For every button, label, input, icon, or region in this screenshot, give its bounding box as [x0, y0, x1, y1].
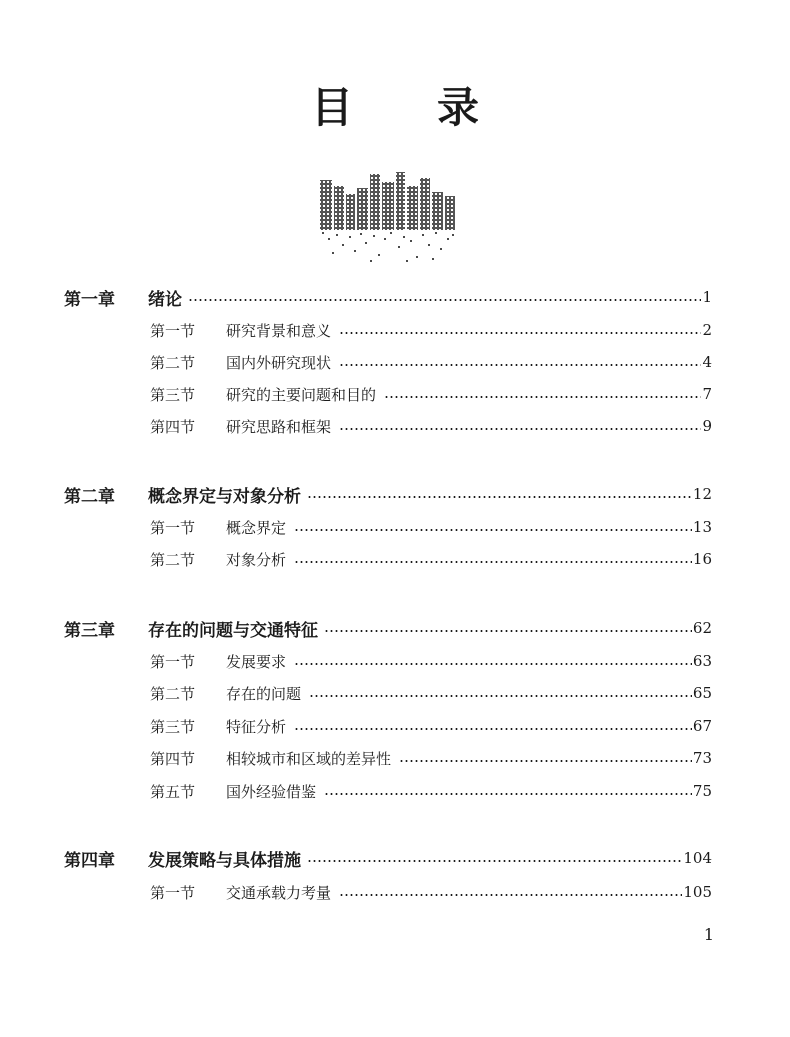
dot-leader	[399, 760, 692, 762]
toc-section-row[interactable]	[150, 349, 712, 375]
chapter-label: 第二章	[64, 486, 115, 507]
toc-chapter-row[interactable]	[64, 481, 712, 507]
dot-leader	[294, 663, 692, 665]
page-ref: 104	[683, 849, 712, 867]
dot-leader	[294, 728, 692, 730]
toc-section-row[interactable]	[150, 317, 712, 343]
section-title: 特征分析	[226, 717, 287, 736]
chapter-title: 绪论	[148, 289, 182, 310]
chapter-title: 发展策略与具体措施	[148, 850, 301, 871]
chapter-label: 第一章	[64, 289, 115, 310]
section-title: 发展要求	[226, 652, 287, 671]
toc-chapter-row[interactable]	[64, 284, 712, 310]
page-ref: 12	[692, 485, 712, 503]
section-title: 交通承载力考量	[226, 883, 332, 902]
dot-leader	[324, 793, 692, 795]
page-ref: 7	[702, 385, 712, 403]
page-ref: 73	[692, 749, 712, 767]
page-title-char: 目	[310, 83, 353, 132]
section-label: 第四节	[150, 749, 196, 768]
section-title: 研究的主要问题和目的	[226, 385, 377, 404]
dot-leader	[384, 396, 701, 398]
toc-section-row[interactable]	[150, 381, 712, 407]
toc-section-row[interactable]	[150, 648, 712, 674]
section-title: 对象分析	[226, 550, 287, 569]
dot-leader	[307, 860, 682, 862]
page-ref: 1	[702, 288, 712, 306]
section-label: 第二节	[150, 550, 196, 569]
toc-chapter-row[interactable]	[64, 845, 712, 871]
toc-section-row[interactable]	[150, 546, 712, 572]
dot-leader	[339, 364, 701, 366]
section-label: 第三节	[150, 385, 196, 404]
section-title: 相较城市和区域的差异性	[226, 749, 392, 768]
page-ref: 65	[692, 684, 712, 702]
page-ref: 16	[692, 550, 712, 568]
toc-section-row[interactable]	[150, 879, 712, 905]
dot-leader	[188, 299, 701, 301]
toc-section-row[interactable]	[150, 778, 712, 804]
page-ref: 4	[702, 353, 712, 371]
page-ref: 105	[683, 883, 712, 901]
section-label: 第一节	[150, 883, 196, 902]
chapter-title: 存在的问题与交通特征	[148, 620, 318, 641]
toc-section-row[interactable]	[150, 713, 712, 739]
section-label: 第四节	[150, 417, 196, 436]
section-title: 存在的问题	[226, 684, 302, 703]
section-title: 研究思路和框架	[226, 417, 332, 436]
section-label: 第二节	[150, 353, 196, 372]
section-label: 第一节	[150, 518, 196, 537]
toc-section-row[interactable]	[150, 745, 712, 771]
section-title: 概念界定	[226, 518, 287, 537]
dot-leader	[294, 561, 692, 563]
dot-leader	[309, 695, 692, 697]
toc-section-row[interactable]	[150, 413, 712, 439]
dot-leader	[339, 428, 701, 430]
chapter-title: 概念界定与对象分析	[148, 486, 301, 507]
page-ref: 9	[702, 417, 712, 435]
toc-section-row[interactable]	[150, 680, 712, 706]
page-ref: 13	[692, 518, 712, 536]
section-title: 国内外研究现状	[226, 353, 332, 372]
page-title-char: 录	[437, 83, 480, 132]
page-number: 1	[703, 925, 714, 944]
page-ref: 67	[692, 717, 712, 735]
section-label: 第三节	[150, 717, 196, 736]
dot-leader	[324, 630, 692, 632]
dot-leader	[339, 894, 682, 896]
section-label: 第二节	[150, 684, 196, 703]
toc-section-row[interactable]	[150, 514, 712, 540]
toc-chapter-row[interactable]	[64, 615, 712, 641]
section-title: 研究背景和意义	[226, 321, 332, 340]
page-ref: 63	[692, 652, 712, 670]
section-label: 第一节	[150, 321, 196, 340]
chapter-label: 第四章	[64, 850, 115, 871]
page-ref: 2	[702, 321, 712, 339]
dot-leader	[294, 529, 692, 531]
page-ref: 75	[692, 782, 712, 800]
section-label: 第五节	[150, 782, 196, 801]
dot-leader	[307, 496, 692, 498]
dot-leader	[339, 332, 701, 334]
section-label: 第一节	[150, 652, 196, 671]
section-title: 国外经验借鉴	[226, 782, 317, 801]
chapter-label: 第三章	[64, 620, 115, 641]
page-ref: 62	[692, 619, 712, 637]
